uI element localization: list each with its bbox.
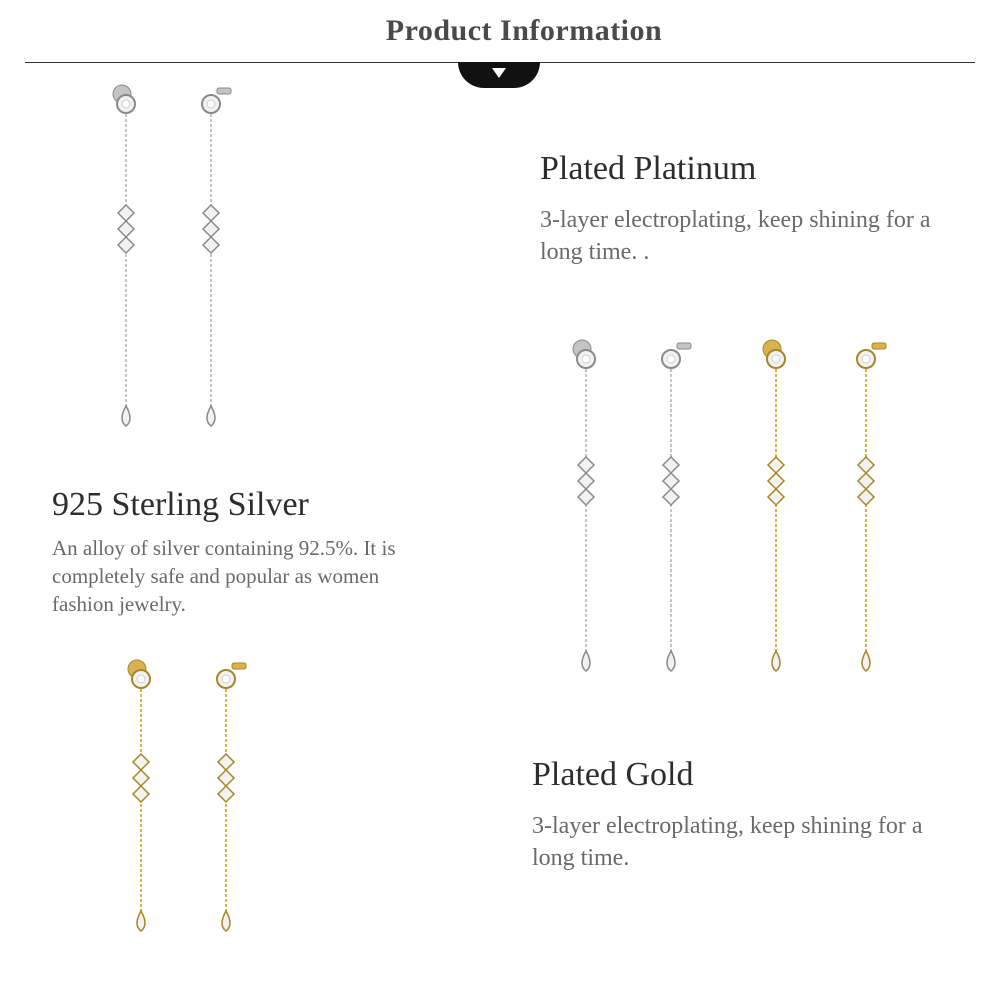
sterling-silver-description: An alloy of silver containing 92.5%. It is completely safe and popular as women fashion jewelry. (52, 536, 396, 617)
platinum-title: Plated Platinum (540, 150, 757, 187)
gold-title: Plated Gold (532, 756, 694, 793)
chevron-down-icon (492, 68, 506, 78)
header-tab (458, 62, 540, 88)
gold-description: 3-layer electroplating, keep shining for a long time. (532, 813, 923, 872)
earring-gold-left (763, 340, 785, 671)
platinum-gold-earrings-image (570, 335, 950, 695)
earring-silver-left (573, 340, 595, 671)
earring-left (113, 85, 135, 426)
earring-gold-right (857, 343, 886, 671)
gold-earrings-image (115, 655, 275, 955)
earring-right (217, 663, 246, 931)
earring-silver-right (662, 343, 691, 671)
earring-left (128, 660, 150, 931)
platinum-description: 3-layer electroplating, keep shining for a long time. . (540, 207, 931, 266)
page-title: Product Information (385, 14, 663, 47)
sterling-silver-title: 925 Sterling Silver (52, 486, 309, 523)
silver-earrings-image (100, 80, 260, 450)
earring-right (202, 88, 231, 426)
